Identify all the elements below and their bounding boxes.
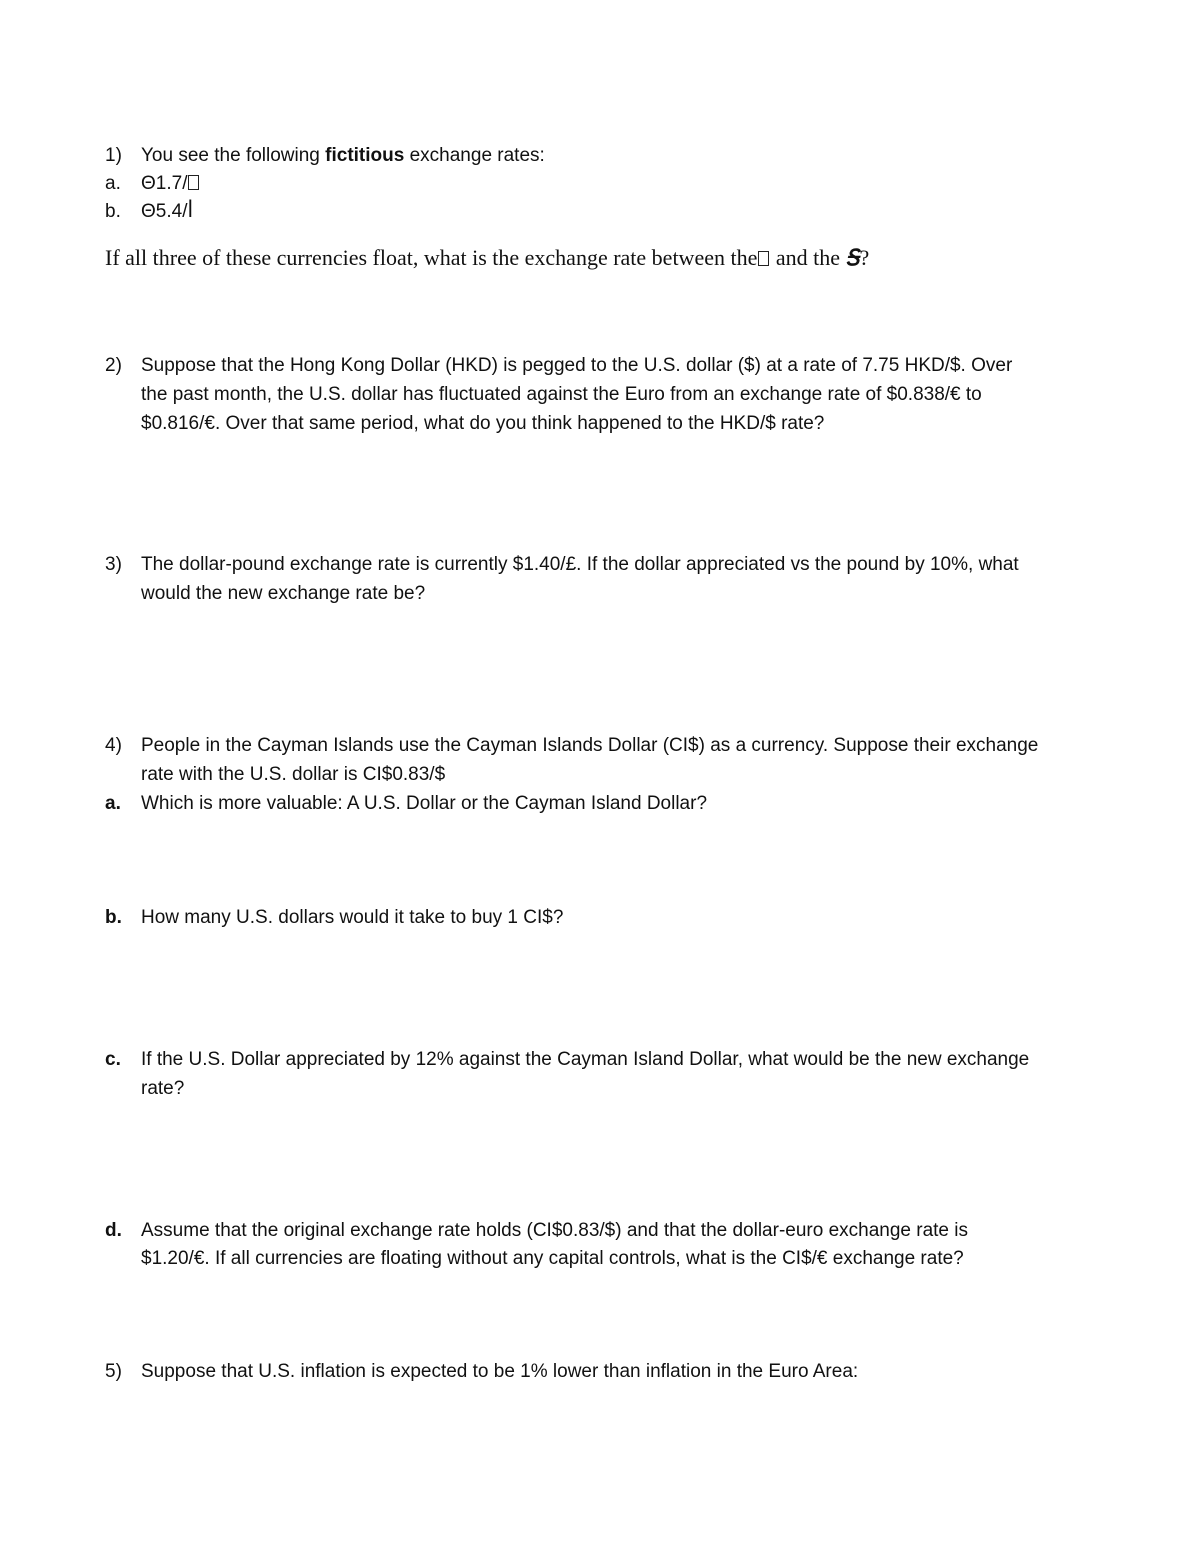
q2-text-line3: $0.816/€. Over that same period, what do you think happened to the HKD/$ rate? (141, 413, 825, 434)
q1-question-symbol: Ꭶ (845, 245, 860, 270)
q1-number: 1) (105, 145, 122, 166)
q4b-label: b. (105, 907, 122, 928)
q1-text-before: You see the following (141, 145, 326, 166)
q5-text: Suppose that U.S. inflation is expected to be 1% lower than inflation in the Euro Area: (141, 1361, 859, 1382)
q1-text-after: exchange rates: (404, 145, 545, 166)
q1b-value: Θ5.4/ (141, 201, 188, 222)
q1a-rate (141, 170, 200, 198)
q2-text-line2: the past month, the U.S. dollar has fluctuated against the Euro from an exchange rate of $0.838/€ to (141, 384, 982, 405)
missing-glyph-icon (758, 251, 769, 266)
q1-text-bold: fictitious (325, 145, 405, 166)
q4-text-line1: People in the Cayman Islands use the Cayman Islands Dollar (CI$) as a currency. Suppose their exchange (141, 735, 1039, 756)
q4-text-line2: rate with the U.S. dollar is CI$0.83/$ (141, 764, 446, 785)
q4d-label: d. (105, 1220, 122, 1241)
q1b-label: b. (105, 201, 121, 222)
q1-question (105, 244, 869, 272)
missing-glyph-icon (188, 175, 199, 190)
q1-question-end: ? (859, 245, 870, 270)
q4a-label: a. (105, 793, 121, 814)
q4b-text: How many U.S. dollars would it take to buy 1 CI$? (141, 907, 564, 928)
q4c-text-line1: If the U.S. Dollar appreciated by 12% against the Cayman Island Dollar, what would be the new exchange (141, 1049, 1030, 1070)
q4-number: 4) (105, 735, 122, 756)
q1-question-mid: and the (770, 245, 846, 270)
q4c-text-line2: rate? (141, 1078, 185, 1099)
q4a-text: Which is more valuable: A U.S. Dollar or the Cayman Island Dollar? (141, 793, 708, 814)
q1a-value: Θ1.7/ (141, 173, 188, 194)
q4d-text-line1: Assume that the original exchange rate holds (CI$0.83/$) and that the dollar-euro exchange rate is (141, 1220, 969, 1241)
q3-text-line2: would the new exchange rate be? (141, 583, 426, 604)
q2-text-line1: Suppose that the Hong Kong Dollar (HKD) is pegged to the U.S. dollar ($) at a rate of 7.75 HKD/$. Over (141, 355, 1013, 376)
q1-text (141, 142, 545, 170)
q2-number: 2) (105, 355, 122, 376)
q3-number: 3) (105, 554, 122, 575)
q1b-currency-symbol: ꟾ (187, 201, 194, 222)
q5-number: 5) (105, 1361, 122, 1382)
q4c-label: c. (105, 1049, 121, 1070)
q1-question-before: If all three of these currencies float, what is the exchange rate between the (105, 245, 758, 270)
q1a-label: a. (105, 173, 121, 194)
q1b-rate (141, 198, 193, 226)
q4d-text-line2: $1.20/€. If all currencies are floating without any capital controls, what is the CI$/€ exchange rate? (141, 1248, 964, 1269)
q3-text-line1: The dollar-pound exchange rate is currently $1.40/£. If the dollar appreciated vs the pound by 10%, what (141, 554, 1019, 575)
